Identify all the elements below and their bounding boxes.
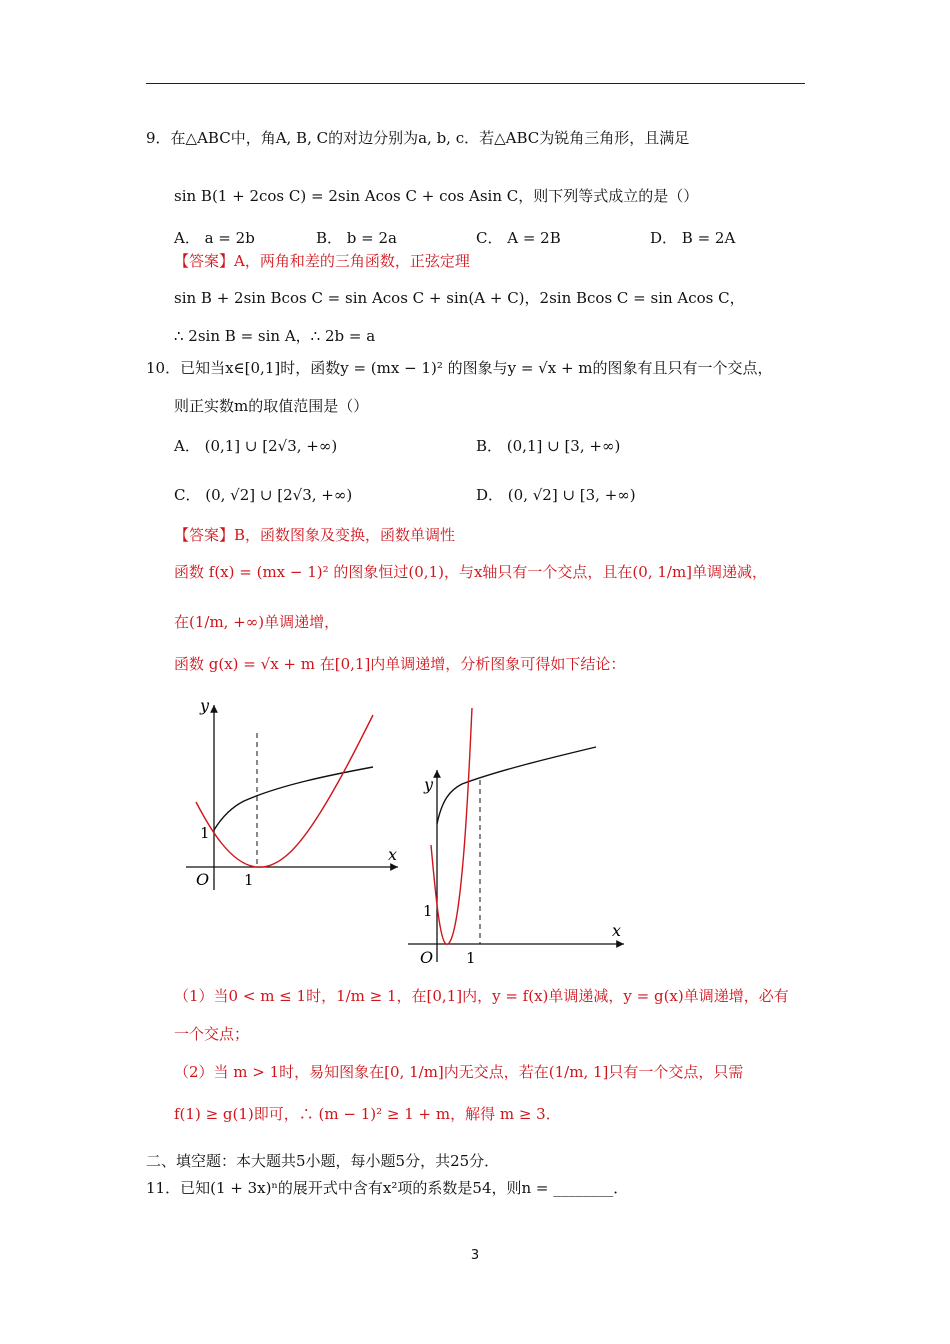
q9-formula: sin B(1 + 2cos C) = 2sin Acos C + cos Asin C，则下列等式成立的是（） bbox=[174, 187, 699, 205]
q10-option-d: D． (0, √2] ∪ [3, +∞) bbox=[476, 486, 636, 504]
q9-answer: 【答案】A，两角和差的三角函数，正弦定理 bbox=[174, 252, 470, 270]
label-y: y bbox=[200, 696, 210, 715]
q9-option-d: D． B = 2A bbox=[650, 229, 736, 247]
q9-text: 9．在△ABC中，角A, B, C的对边分别为a, b, c．若△ABC为锐角三角形，且满足 bbox=[146, 129, 690, 147]
q9-step2: ∴ 2sin B = sin A，∴ 2b = a bbox=[174, 327, 376, 345]
q10-analysis-2: 在(1/m, +∞)单调递增， bbox=[174, 613, 340, 631]
q10-option-a: A． (0,1] ∪ [2√3, +∞) bbox=[174, 437, 338, 455]
sqrt-curve bbox=[214, 767, 373, 830]
graph-right bbox=[400, 700, 630, 970]
header-rule bbox=[146, 83, 805, 84]
q9-option-b: B． b = 2a bbox=[316, 229, 397, 247]
q9-option-a: A． a = 2b bbox=[174, 229, 255, 247]
q9-step1: sin B + 2sin Bcos C = sin Acos C + sin(A + C)，2sin Bcos C = sin Acos C， bbox=[174, 289, 745, 307]
q11-text: 11．已知(1 + 3x)ⁿ的展开式中含有x²项的系数是54，则n = ________． bbox=[146, 1179, 629, 1197]
label-origin: O bbox=[420, 948, 434, 967]
q10-answer: 【答案】B，函数图象及变换，函数单调性 bbox=[174, 526, 456, 544]
label-one-y: 1 bbox=[423, 902, 433, 920]
sqrt-curve bbox=[437, 747, 596, 824]
q10-option-c: C． (0, √2] ∪ [2√3, +∞) bbox=[174, 486, 353, 504]
q10-case2-b: f(1) ≥ g(1)即可，∴ (m − 1)² ≥ 1 + m，解得 m ≥ 3． bbox=[174, 1105, 561, 1123]
q10-option-b: B． (0,1] ∪ [3, +∞) bbox=[476, 437, 621, 455]
page-number: 3 bbox=[470, 1248, 480, 1263]
q10-analysis-1: 函数 f(x) = (mx − 1)² 的图象恒过(0,1)，与x轴只有一个交点，且在(0, 1/m]单调递减， bbox=[174, 563, 768, 581]
label-x: x bbox=[612, 921, 622, 940]
q10-line1: 10．已知当x∈[0,1]时，函数y = (mx − 1)² 的图象与y = √x + m的图象有且只有一个交点， bbox=[146, 359, 773, 377]
label-one-x: 1 bbox=[244, 871, 254, 889]
section-2-heading: 二、填空题：本大题共5小题，每小题5分，共25分． bbox=[146, 1152, 500, 1170]
q10-analysis-3: 函数 g(x) = √x + m 在[0,1]内单调递增，分析图象可得如下结论： bbox=[174, 655, 626, 673]
q10-line2: 则正实数m的取值范围是（） bbox=[174, 397, 369, 415]
q10-case1-a: （1）当0 < m ≤ 1时，1/m ≥ 1，在[0,1]内，y = f(x)单调递减，y = g(x)单调递增，必有 bbox=[174, 987, 789, 1005]
label-origin: O bbox=[196, 870, 210, 889]
label-one-y: 1 bbox=[200, 824, 210, 842]
q9-option-c: C． A = 2B bbox=[476, 229, 561, 247]
q10-case2-a: （2）当 m > 1时，易知图象在[0, 1/m]内无交点，若在(1/m, 1]只有一个交点，只需 bbox=[174, 1063, 744, 1081]
label-y: y bbox=[424, 775, 434, 794]
q10-case1-b: 一个交点； bbox=[174, 1025, 250, 1043]
label-one-x: 1 bbox=[466, 949, 476, 967]
parabola-curve bbox=[196, 715, 373, 867]
graph-left bbox=[180, 695, 410, 895]
label-x: x bbox=[388, 845, 398, 864]
